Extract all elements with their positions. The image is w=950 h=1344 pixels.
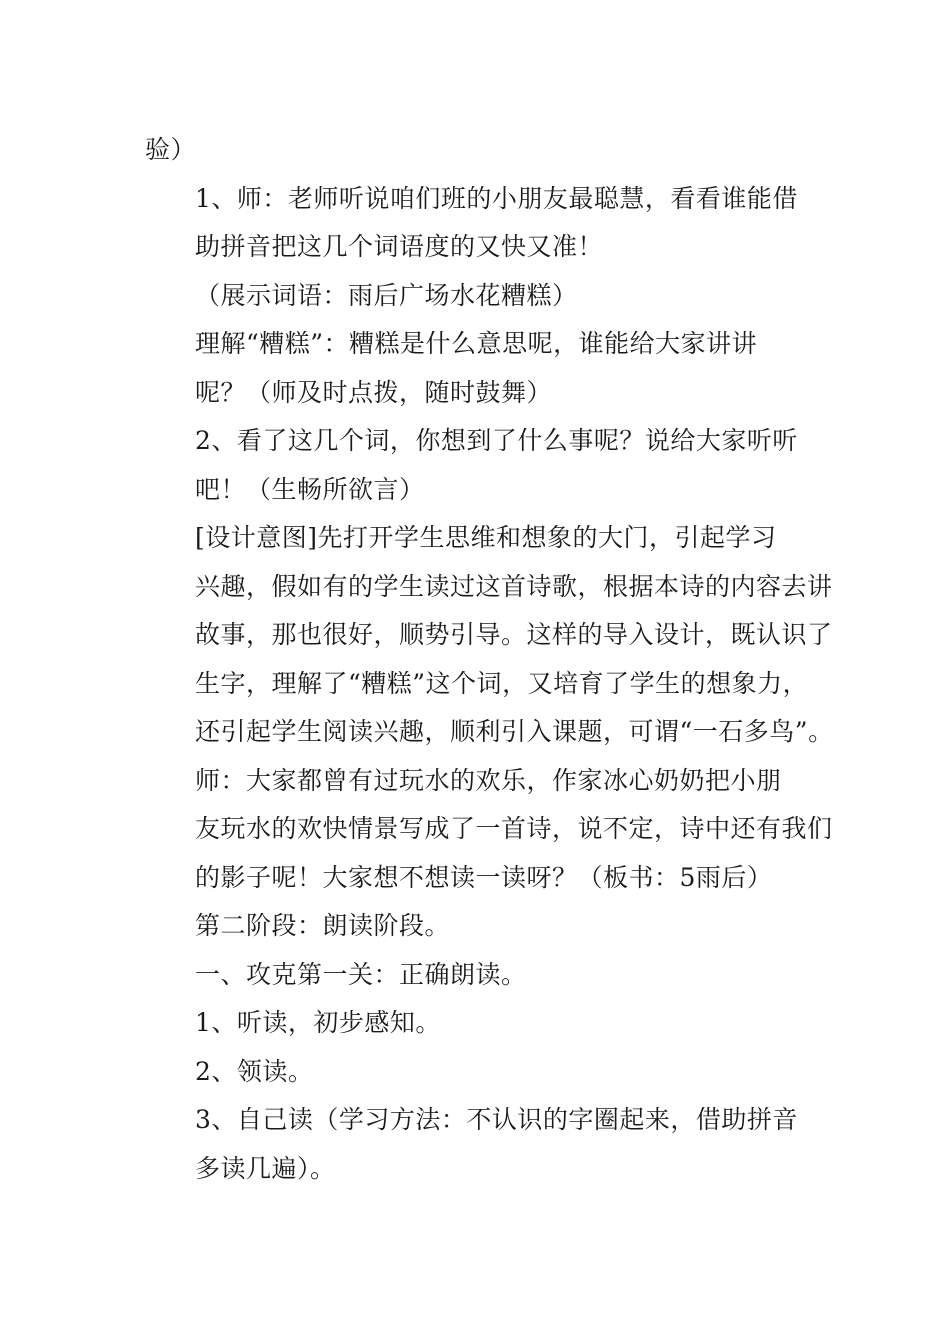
paragraph bbox=[145, 951, 807, 1000]
paragraph bbox=[145, 902, 807, 951]
text-line: （展示词语：雨后广场水花糟糕） bbox=[195, 280, 578, 310]
text-line: 助拼音把这几个词语度的又快又准！ bbox=[195, 232, 604, 261]
paragraph bbox=[145, 1096, 807, 1193]
text-line: 理解“糟糕”：糟糕是什么意思呢，谁能给大家讲讲 bbox=[195, 329, 758, 358]
text-line: 吧！（生畅所欲言） bbox=[195, 474, 425, 504]
text-line: 师：大家都曾有过玩水的欢乐，作家冰心奶奶把小朋 bbox=[195, 765, 782, 795]
text-line: 故事，那也很好，顺势引导。这样的导入设计，既认识了 bbox=[195, 620, 833, 649]
text-line: 友玩水的欢快情景写成了一首诗，说不定，诗中还有我们 bbox=[195, 814, 833, 843]
text-line: [设计意图]先打开学生思维和想象的大门，引起学习 bbox=[195, 523, 777, 552]
text-line: 1、听读，初步感知。 bbox=[195, 1008, 441, 1037]
document-body bbox=[145, 126, 834, 1193]
paragraph bbox=[145, 175, 807, 272]
paragraph bbox=[145, 514, 834, 757]
paragraph bbox=[145, 757, 833, 903]
paragraph bbox=[145, 126, 807, 175]
text-line: 验） bbox=[145, 135, 197, 164]
text-line: 还引起学生阅读兴趣，顺利引入课题，可谓“一石多鸟”。 bbox=[195, 717, 834, 746]
paragraph bbox=[145, 999, 807, 1048]
text-line: 1、师：老师听说咱们班的小朋友最聪慧，看看谁能借 bbox=[195, 183, 798, 213]
text-line: 第二阶段：朗读阶段。 bbox=[195, 911, 451, 940]
text-line: 多读几遍）。 bbox=[195, 1153, 336, 1183]
paragraph bbox=[145, 417, 807, 514]
text-line: 呢？（师及时点拨，随时鼓舞） bbox=[195, 377, 553, 407]
text-line: 兴趣，假如有的学生读过这首诗歌，根据本诗的内容去讲 bbox=[195, 571, 833, 601]
text-line: 2、领读。 bbox=[195, 1056, 314, 1086]
paragraph bbox=[145, 320, 807, 417]
text-line: 的影子呢！大家想不想读一读呀？（板书：5雨后） bbox=[195, 862, 773, 892]
text-line: 3、自己读（学习方法：不认识的字圈起来，借助拼音 bbox=[195, 1105, 798, 1134]
paragraph bbox=[145, 1048, 807, 1097]
text-line: 生字，理解了“糟糕”这个词，又培育了学生的想象力， bbox=[195, 668, 809, 698]
text-line: 一、攻克第一关：正确朗读。 bbox=[195, 959, 527, 989]
paragraph bbox=[145, 272, 807, 321]
text-line: 2、看了这几个词，你想到了什么事呢？说给大家听听 bbox=[195, 426, 798, 455]
